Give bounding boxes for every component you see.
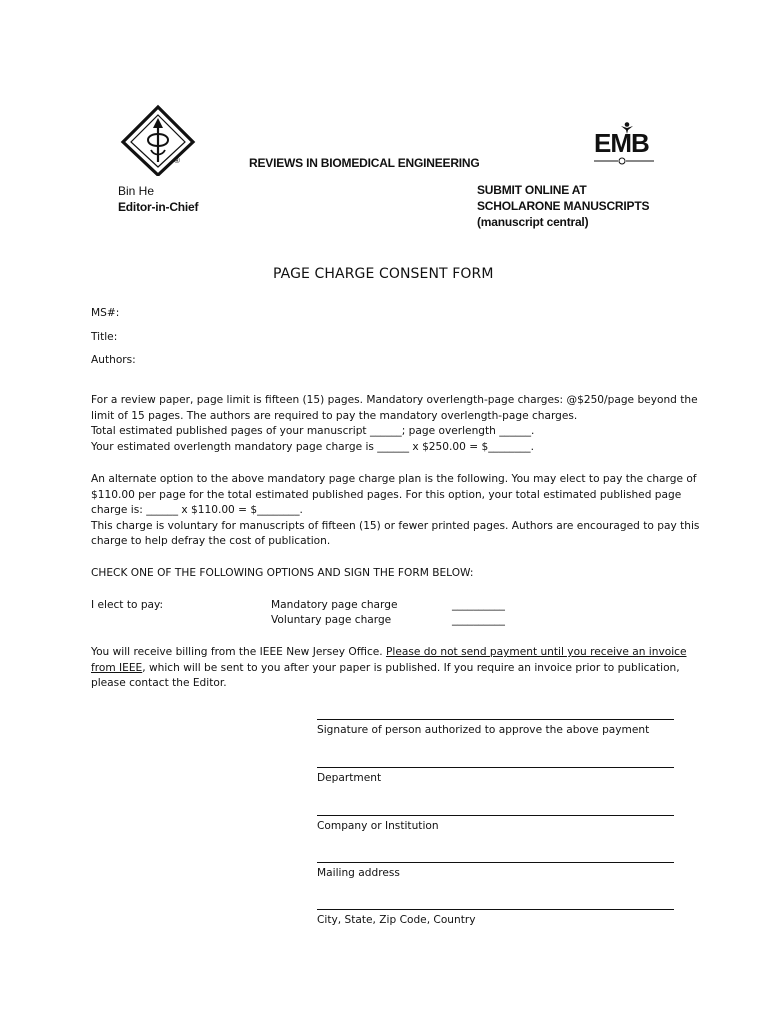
- billing-line: [91, 645, 686, 661]
- option-voluntary-label: Voluntary page charge: [271, 614, 392, 626]
- paragraph-line: For a review paper, page limit is fifteen (15) pages. Mandatory overlength-page charges: @$250/page beyond the: [91, 394, 698, 406]
- signature-label: Signature of person authorized to approve the above payment: [317, 724, 650, 736]
- paragraph-line: charge is: ______ x $110.00 = $________.: [91, 504, 303, 517]
- company-label: Company or Institution: [317, 820, 439, 832]
- editor-role: Editor-in-Chief: [118, 200, 199, 214]
- billing-text: , which will be sent to you after your paper is published. If you require an invoice prior to publication,: [142, 661, 680, 674]
- ms-number-label: MS#:: [91, 307, 120, 319]
- manuscript-central-line: (manuscript central): [477, 215, 589, 229]
- option-mandatory-blank[interactable]: __________: [452, 599, 505, 611]
- payment-notice: Please do not send payment until you receive an invoice: [386, 646, 687, 658]
- form-title: PAGE CHARGE CONSENT FORM: [273, 266, 494, 282]
- signature-input[interactable]: [317, 719, 674, 720]
- elect-label: I elect to pay:: [91, 599, 164, 611]
- city-state-zip-label: City, State, Zip Code, Country: [317, 914, 476, 926]
- payment-notice-cont: from IEEE: [91, 661, 143, 674]
- mandatory-charge-paragraph: [91, 393, 698, 455]
- mailing-address-input[interactable]: [317, 862, 674, 863]
- title-label: Title:: [91, 331, 118, 343]
- rbme-logo: [118, 104, 198, 176]
- billing-line: [91, 661, 686, 677]
- paragraph-line: An alternate option to the above mandatory page charge plan is the following. You may elect to pay the charge of: [91, 473, 697, 485]
- paragraph-line: Your estimated overlength mandatory page charge is ______ x $250.00 = $________.: [91, 440, 534, 453]
- emb-logo-text: EMB: [594, 128, 649, 158]
- department-input[interactable]: [317, 767, 674, 768]
- emb-underline-icon: [594, 157, 656, 165]
- paragraph-line: Total estimated published pages of your manuscript ______; page overlength ______.: [91, 425, 535, 438]
- emb-logo: [594, 122, 656, 166]
- paragraph-line: $110.00 per page for the total estimated published pages. For this option, your total estimated published page: [91, 488, 682, 501]
- option-voluntary-blank[interactable]: __________: [452, 614, 505, 626]
- check-instruction: CHECK ONE OF THE FOLLOWING OPTIONS AND SIGN THE FORM BELOW:: [91, 567, 474, 579]
- paragraph-line: limit of 15 pages. The authors are required to pay the mandatory overlength-page charges.: [91, 409, 578, 422]
- registered-mark: ®: [174, 156, 180, 165]
- billing-line: please contact the Editor.: [91, 677, 227, 690]
- company-input[interactable]: [317, 815, 674, 816]
- mailing-address-label: Mailing address: [317, 867, 400, 879]
- department-label: Department: [317, 772, 382, 784]
- billing-text: You will receive billing from the IEEE New Jersey Office.: [91, 646, 387, 658]
- billing-paragraph: [91, 645, 686, 692]
- authors-label: Authors:: [91, 354, 136, 366]
- city-state-zip-input[interactable]: [317, 909, 674, 910]
- journal-title: REVIEWS IN BIOMEDICAL ENGINEERING: [249, 156, 480, 170]
- scholarone-line: SCHOLARONE MANUSCRIPTS: [477, 199, 650, 213]
- paragraph-line: This charge is voluntary for manuscripts of fifteen (15) or fewer printed pages. Authors are encouraged to pay this: [91, 519, 700, 532]
- editor-name: Bin He: [118, 184, 155, 198]
- option-mandatory-label: Mandatory page charge: [271, 599, 398, 611]
- submit-online-line: SUBMIT ONLINE AT: [477, 183, 587, 197]
- paragraph-line: charge to help defray the cost of publication.: [91, 535, 331, 548]
- rbme-diamond-icon: [118, 104, 198, 176]
- voluntary-charge-paragraph: [91, 472, 699, 550]
